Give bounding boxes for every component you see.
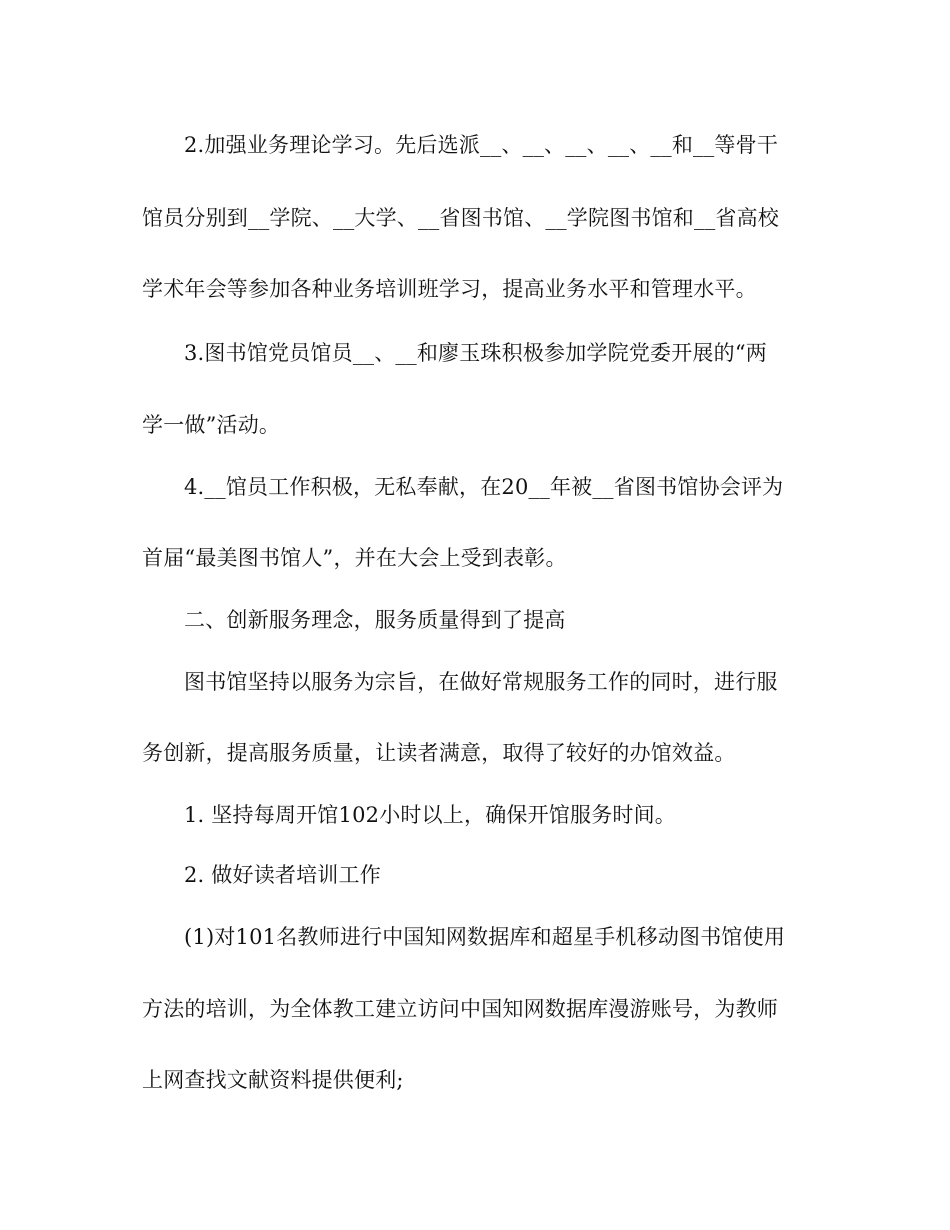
text-line: (1)对101名教师进行中国知网数据库和超星手机移动图书馆使用 bbox=[184, 925, 786, 949]
text-line: 3.图书馆党员馆员__、__和廖玉珠积极参加学院党委开展的“两 bbox=[184, 341, 767, 365]
text-line: 2.加强业务理论学习。先后选派__、__、__、__、__和__等骨干 bbox=[184, 133, 779, 157]
text-line: 4.__馆员工作积极，无私奉献，在20__年被__省图书馆协会评为 bbox=[184, 475, 784, 499]
text-line: 首届“最美图书馆人”，并在大会上受到表彰。 bbox=[142, 546, 567, 570]
text-line: 学术年会等参加各种业务培训班学习，提高业务水平和管理水平。 bbox=[142, 277, 757, 301]
text-line: 2. 做好读者培训工作 bbox=[184, 863, 381, 887]
text-line: 务创新，提高服务质量，让读者满意，取得了较好的办馆效益。 bbox=[142, 741, 736, 765]
text-line: 1. 坚持每周开馆102小时以上，确保开馆服务时间。 bbox=[184, 803, 676, 827]
section-heading: 二、创新服务理念，服务质量得到了提高 bbox=[184, 608, 566, 632]
text-line: 上网查找文献资料提供便利; bbox=[142, 1068, 404, 1092]
text-line: 学一做”活动。 bbox=[142, 413, 281, 437]
text-line: 方法的培训，为全体教工建立访问中国知网数据库漫游账号，为教师 bbox=[142, 997, 778, 1021]
text-line: 图书馆坚持以服务为宗旨，在做好常规服务工作的同时，进行服 bbox=[184, 670, 778, 694]
text-line: 馆员分别到__学院、__大学、__省图书馆、__学院图书馆和__省高校 bbox=[142, 206, 779, 230]
